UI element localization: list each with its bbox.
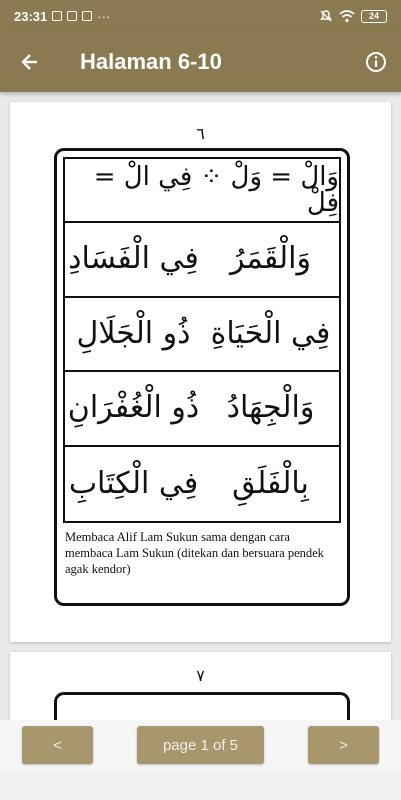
page-viewer[interactable]: [0, 92, 401, 720]
page-number: ٧: [196, 666, 205, 685]
word-grid: [63, 221, 341, 523]
pagination-bar: [0, 720, 401, 772]
arabic-word: فِي الْكِتَابِ: [68, 465, 199, 501]
app-bar: [0, 32, 401, 92]
arabic-word: ذُو الْجَلَالِ: [76, 315, 191, 351]
arabic-word: بِالْفَلَقِ: [232, 465, 309, 501]
grid-row: [65, 372, 339, 447]
lesson-frame: [54, 148, 350, 606]
grid-row: [65, 223, 339, 298]
info-icon: [365, 51, 387, 73]
more-notifications-icon: ···: [97, 8, 111, 24]
rule-header: [63, 157, 341, 221]
status-time: 23:31: [14, 8, 48, 24]
back-button[interactable]: [0, 32, 60, 92]
mail-icon-2: [82, 11, 92, 21]
grid-row: [65, 298, 339, 373]
page-card: [10, 652, 391, 720]
arabic-word: فِي الْحَيَاةِ: [210, 315, 331, 351]
notification-icon: [52, 11, 62, 21]
previous-page-button[interactable]: <: [22, 726, 93, 764]
arabic-word: ذُو الْغُفْرَانِ: [67, 390, 200, 426]
mute-icon: [319, 9, 333, 23]
page-title: Halaman 6-10: [80, 49, 222, 74]
page-indicator-button[interactable]: page 1 of 5: [137, 726, 264, 764]
page-card: [10, 102, 391, 642]
arabic-word: فِي الْفَسَادِ: [68, 241, 199, 277]
arabic-word: وَالْجِهَادُ: [226, 390, 315, 426]
lesson-frame: [54, 692, 350, 720]
lesson-caption: Membaca Alif Lam Sukun sama dengan cara membaca Lam Sukun (ditekan dan bersuara pendek agak kendor): [65, 530, 324, 576]
system-navigation-bar: [0, 772, 401, 800]
page-number: ٦: [196, 124, 205, 143]
rule-text: وَالْ = وَلْ ⁘ فِي الْ = فِلْ: [93, 162, 339, 218]
arrow-left-icon: [20, 52, 40, 72]
info-button[interactable]: [351, 32, 401, 92]
grid-row: [65, 447, 339, 522]
mail-icon: [67, 11, 77, 21]
next-page-button[interactable]: >: [308, 726, 379, 764]
battery-icon: 24: [361, 10, 387, 23]
arabic-word: وَالْقَمَرُ: [229, 241, 312, 277]
status-bar: [0, 0, 401, 32]
wifi-icon: [339, 10, 355, 23]
